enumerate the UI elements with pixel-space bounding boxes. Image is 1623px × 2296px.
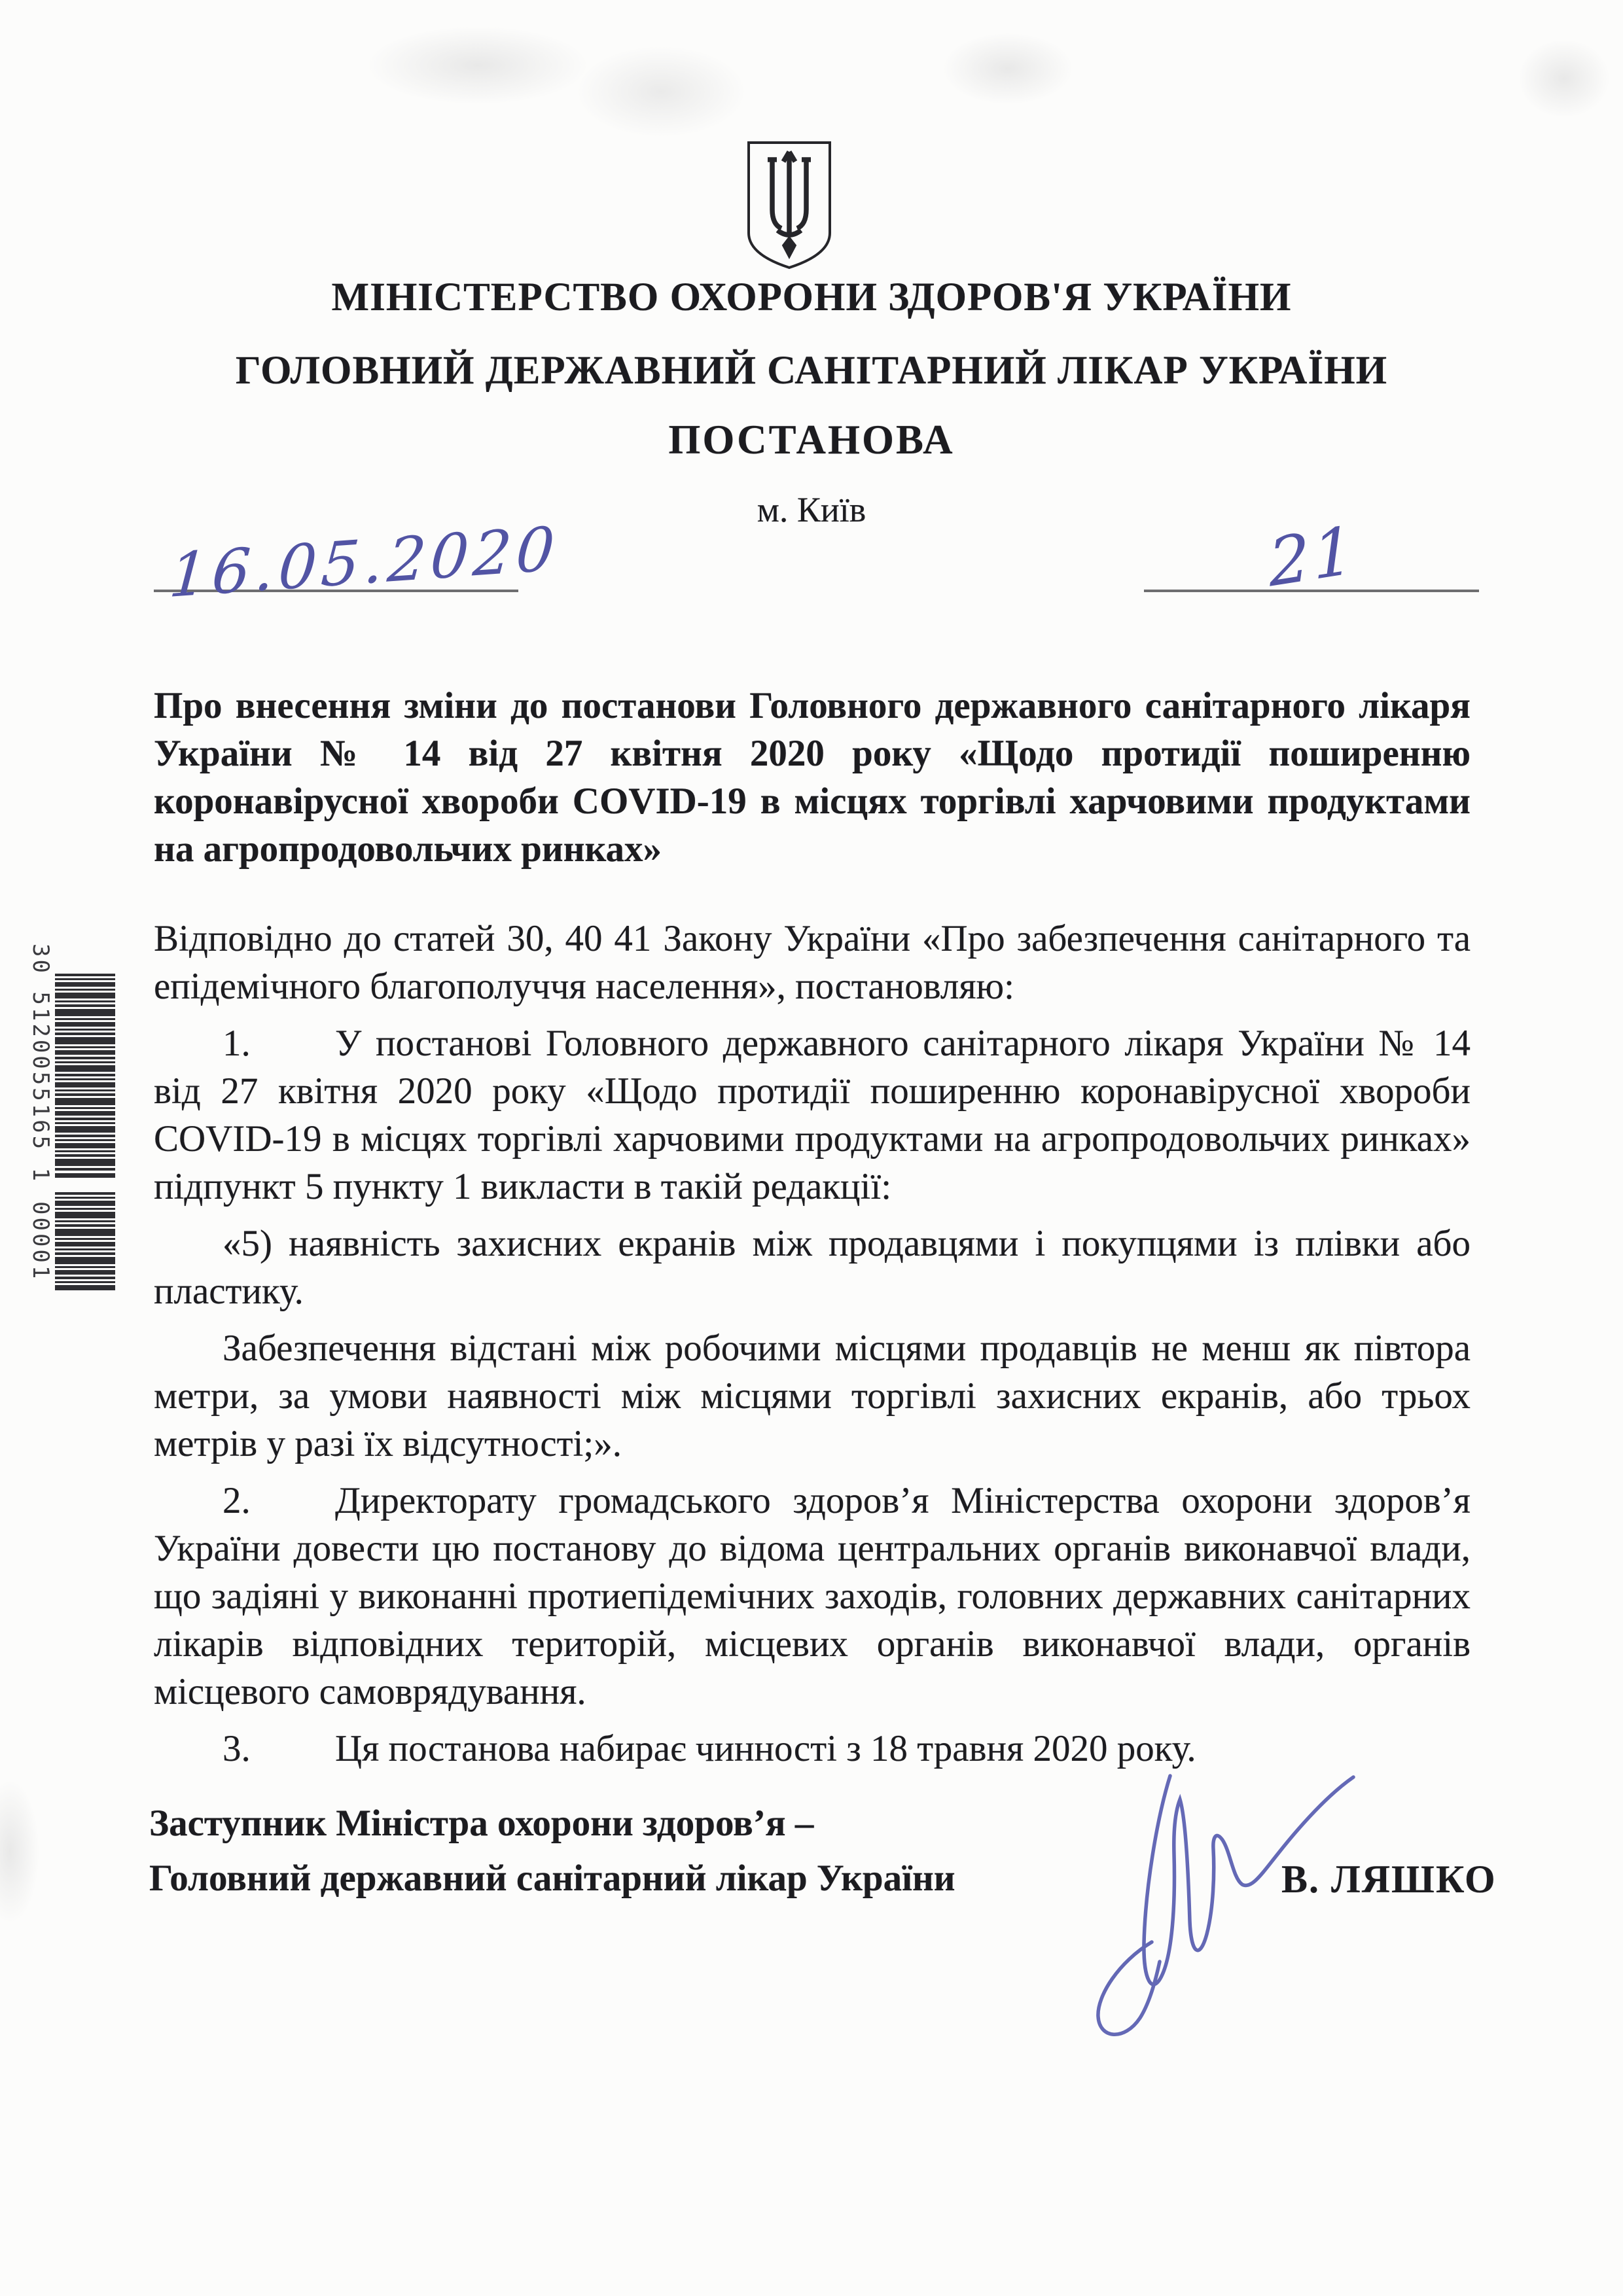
paragraph-2-text: Директорату громадського здоров’я Міністерства охорони здоров’я України довести цю постанову до відома центральних органів виконавчої влади, що задіяні у виконанні протиепідемічних заходів, головних державних санітарних лікарів відповідних територій, місцевих органів виконавчої влади, органів місцевого самоврядування. bbox=[154, 1480, 1471, 1712]
title-line: Про внесення зміни до постанови Головного державного санітарного лікаря bbox=[154, 685, 1471, 726]
scan-noise bbox=[576, 46, 746, 137]
paragraph-3-number: 3. bbox=[223, 1728, 251, 1769]
barcode-number-bottom: 00001 bbox=[27, 1201, 54, 1282]
scan-noise bbox=[0, 1780, 39, 1924]
paragraph-1-text: У постанові Головного державного санітарного лікаря України № 14 від 27 квітня 2020 року «Щодо протидії поширенню коронавірусної хвороби COVID-19 в місцях торгівлі харчовими продуктами на агропродовольчих ринках» підпункт 5 пункту 1 викласти в такій редакції: bbox=[154, 1023, 1471, 1207]
signatory-role bbox=[149, 1796, 1065, 1906]
signatory-name: В. ЛЯШКО bbox=[1281, 1858, 1497, 1901]
paragraph-intro: Відповідно до статей 30, 40 41 Закону України «Про забезпечення санітарного та епідемічного благополуччя населення», постановляю: bbox=[154, 918, 1471, 1007]
scan-noise bbox=[1518, 39, 1610, 118]
paragraph-1 bbox=[154, 1019, 1471, 1210]
scan-noise bbox=[366, 26, 589, 105]
document-body bbox=[154, 915, 1471, 1782]
signatory-role-line1: Заступник Міністра охорони здоров’я – bbox=[149, 1803, 814, 1844]
scan-noise bbox=[942, 33, 1073, 105]
handwritten-number: 21 bbox=[1266, 511, 1359, 602]
barcode-icon bbox=[55, 974, 115, 1178]
city-label: м. Київ bbox=[757, 490, 866, 529]
authority-name: ГОЛОВНИЙ ДЕРЖАВНИЙ САНІТАРНИЙ ЛІКАР УКРАЇНИ bbox=[235, 349, 1388, 393]
barcode-number-top: 30 5120055165 1 bbox=[27, 944, 54, 1184]
barcode-icon bbox=[55, 1192, 115, 1293]
paragraph-2-number: 2. bbox=[223, 1480, 251, 1521]
paragraph-3-text: Ця постанова набирає чинності з 18 травня 2020 року. bbox=[335, 1728, 1196, 1769]
document-title bbox=[154, 682, 1471, 873]
title-line: на агропродовольчих ринках» bbox=[154, 828, 662, 870]
subitem-5-continued: Забезпечення відстані між робочими місцями продавців не менш як півтора метри, за умови наявності між місцями торгівлі захисних екранів, або трьох метрів у разі їх відсутності;». bbox=[154, 1328, 1471, 1464]
signatory-role-line2: Головний державний санітарний лікар України bbox=[149, 1858, 955, 1899]
title-line: коронавірусної хвороби COVID-19 в місцях торгівлі харчовими продуктами bbox=[154, 781, 1471, 822]
paragraph-2 bbox=[154, 1477, 1471, 1716]
document-type: ПОСТАНОВА bbox=[668, 417, 955, 463]
coat-of-arms-icon bbox=[743, 139, 836, 271]
subitem-5: «5) наявність захисних екранів між продавцями і покупцями із плівки або пластику. bbox=[154, 1223, 1471, 1312]
title-line: України № 14 від 27 квітня 2020 року «Щодо протидії поширенню bbox=[154, 733, 1471, 774]
paragraph-1-number: 1. bbox=[223, 1023, 251, 1064]
ministry-name: МІНІСТЕРСТВО ОХОРОНИ ЗДОРОВ'Я УКРАЇНИ bbox=[331, 275, 1292, 319]
handwritten-date: 16.05.2020 bbox=[166, 513, 562, 612]
